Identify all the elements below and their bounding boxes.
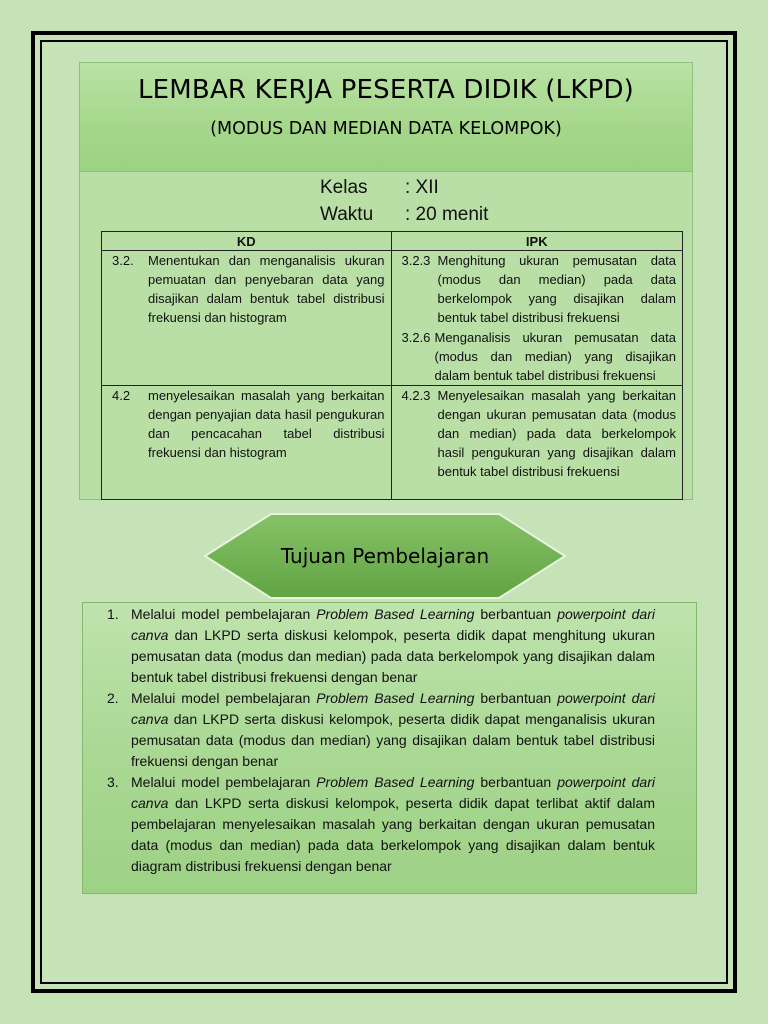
ipk-text: Menyelesaikan masalah yang berkaitan dengan ukuran pemusatan data (modus dan median) pada data berkelompok hasil pengukuran yang disajikan dalam bentuk tabel distribusi frekuensi xyxy=(437,388,676,479)
section-heading: Tujuan Pembelajaran xyxy=(280,544,490,568)
header-panel xyxy=(79,62,693,500)
table-row xyxy=(102,251,683,386)
ipk-number: 3.2.3 xyxy=(401,253,431,268)
list-item xyxy=(107,772,655,877)
document-title: LEMBAR KERJA PESERTA DIDIK (LKPD) xyxy=(137,75,635,105)
kd-cell xyxy=(102,251,392,386)
list-item xyxy=(107,688,655,772)
ipk-text: Menghitung ukuran pemusatan data (modus dan median) pada data berkelompok yang disajikan dalam bentuk tabel distribusi frekuensi xyxy=(437,253,676,325)
goals-panel xyxy=(82,602,697,894)
ipk-text: Menganalisis ukuran pemusatan data (modus dan median) yang disajikan dalam bentuk tabel distribusi frekuensi xyxy=(434,330,676,383)
goal-text: Melalui model pembelajaran Problem Based Learning berbantuan powerpoint dari canva dan LKPD serta diskusi kelompok, peserta didik dapat terlibat aktif dalam pembelajaran menyelesaikan masalah yang berkaitan dengan ukuran pemusatan data (modus dan median) pada data berkelompok yang disajikan dalam bentuk diagram distribusi frekuensi dengan benar xyxy=(131,774,655,874)
column-header-ipk: IPK xyxy=(391,232,683,251)
goals-list xyxy=(107,604,655,877)
column-header-kd: KD xyxy=(102,232,392,251)
table-row xyxy=(102,386,683,500)
kd-text: Menentukan dan menganalisis ukuran pemuatan dan penyebaran data yang disajikan dalam bentuk tabel distribusi frekuensi dan histogram xyxy=(148,253,385,325)
ipk-cell xyxy=(391,386,683,500)
table-header-row xyxy=(102,232,683,251)
kd-ipk-table xyxy=(101,231,683,500)
kd-cell xyxy=(102,386,392,500)
meta-label: Kelas xyxy=(320,177,368,198)
goal-number: 3. xyxy=(107,774,119,790)
ipk-number: 4.2.3 xyxy=(401,388,431,403)
document-subtitle: (MODUS DAN MEDIAN DATA KELOMPOK) xyxy=(210,119,562,139)
kd-number: 3.2. xyxy=(112,253,134,268)
goal-number: 1. xyxy=(107,606,119,622)
ipk-number: 3.2.6 xyxy=(401,330,431,345)
goal-number: 2. xyxy=(107,690,119,706)
list-item xyxy=(107,604,655,688)
meta-value: : 20 menit xyxy=(405,204,489,225)
ipk-cell xyxy=(391,251,683,386)
kd-text: menyelesaikan masalah yang berkaitan dengan penyajian data hasil pengukuran dan pencacahan tabel distribusi frekuensi dan histogram xyxy=(148,388,385,460)
meta-label: Waktu xyxy=(320,204,374,225)
meta-value: : XII xyxy=(405,177,439,198)
meta-kelas xyxy=(320,177,439,199)
goal-text: Melalui model pembelajaran Problem Based Learning berbantuan powerpoint dari canva dan LKPD serta diskusi kelompok, peserta didik dapat menghitung ukuran pemusatan data (modus dan median) pada data berkelompok yang disajikan dalam bentuk tabel distribusi frekuensi dengan benar xyxy=(131,606,655,685)
title-band xyxy=(80,63,692,172)
kd-number: 4.2 xyxy=(112,388,131,403)
meta-waktu xyxy=(320,204,488,226)
goal-text: Melalui model pembelajaran Problem Based Learning berbantuan powerpoint dari canva dan LKPD serta diskusi kelompok, peserta didik dapat menganalisis ukuran pemusatan data (modus dan median) yang disajikan dalam bentuk tabel distribusi frekuensi dengan benar xyxy=(131,690,655,769)
